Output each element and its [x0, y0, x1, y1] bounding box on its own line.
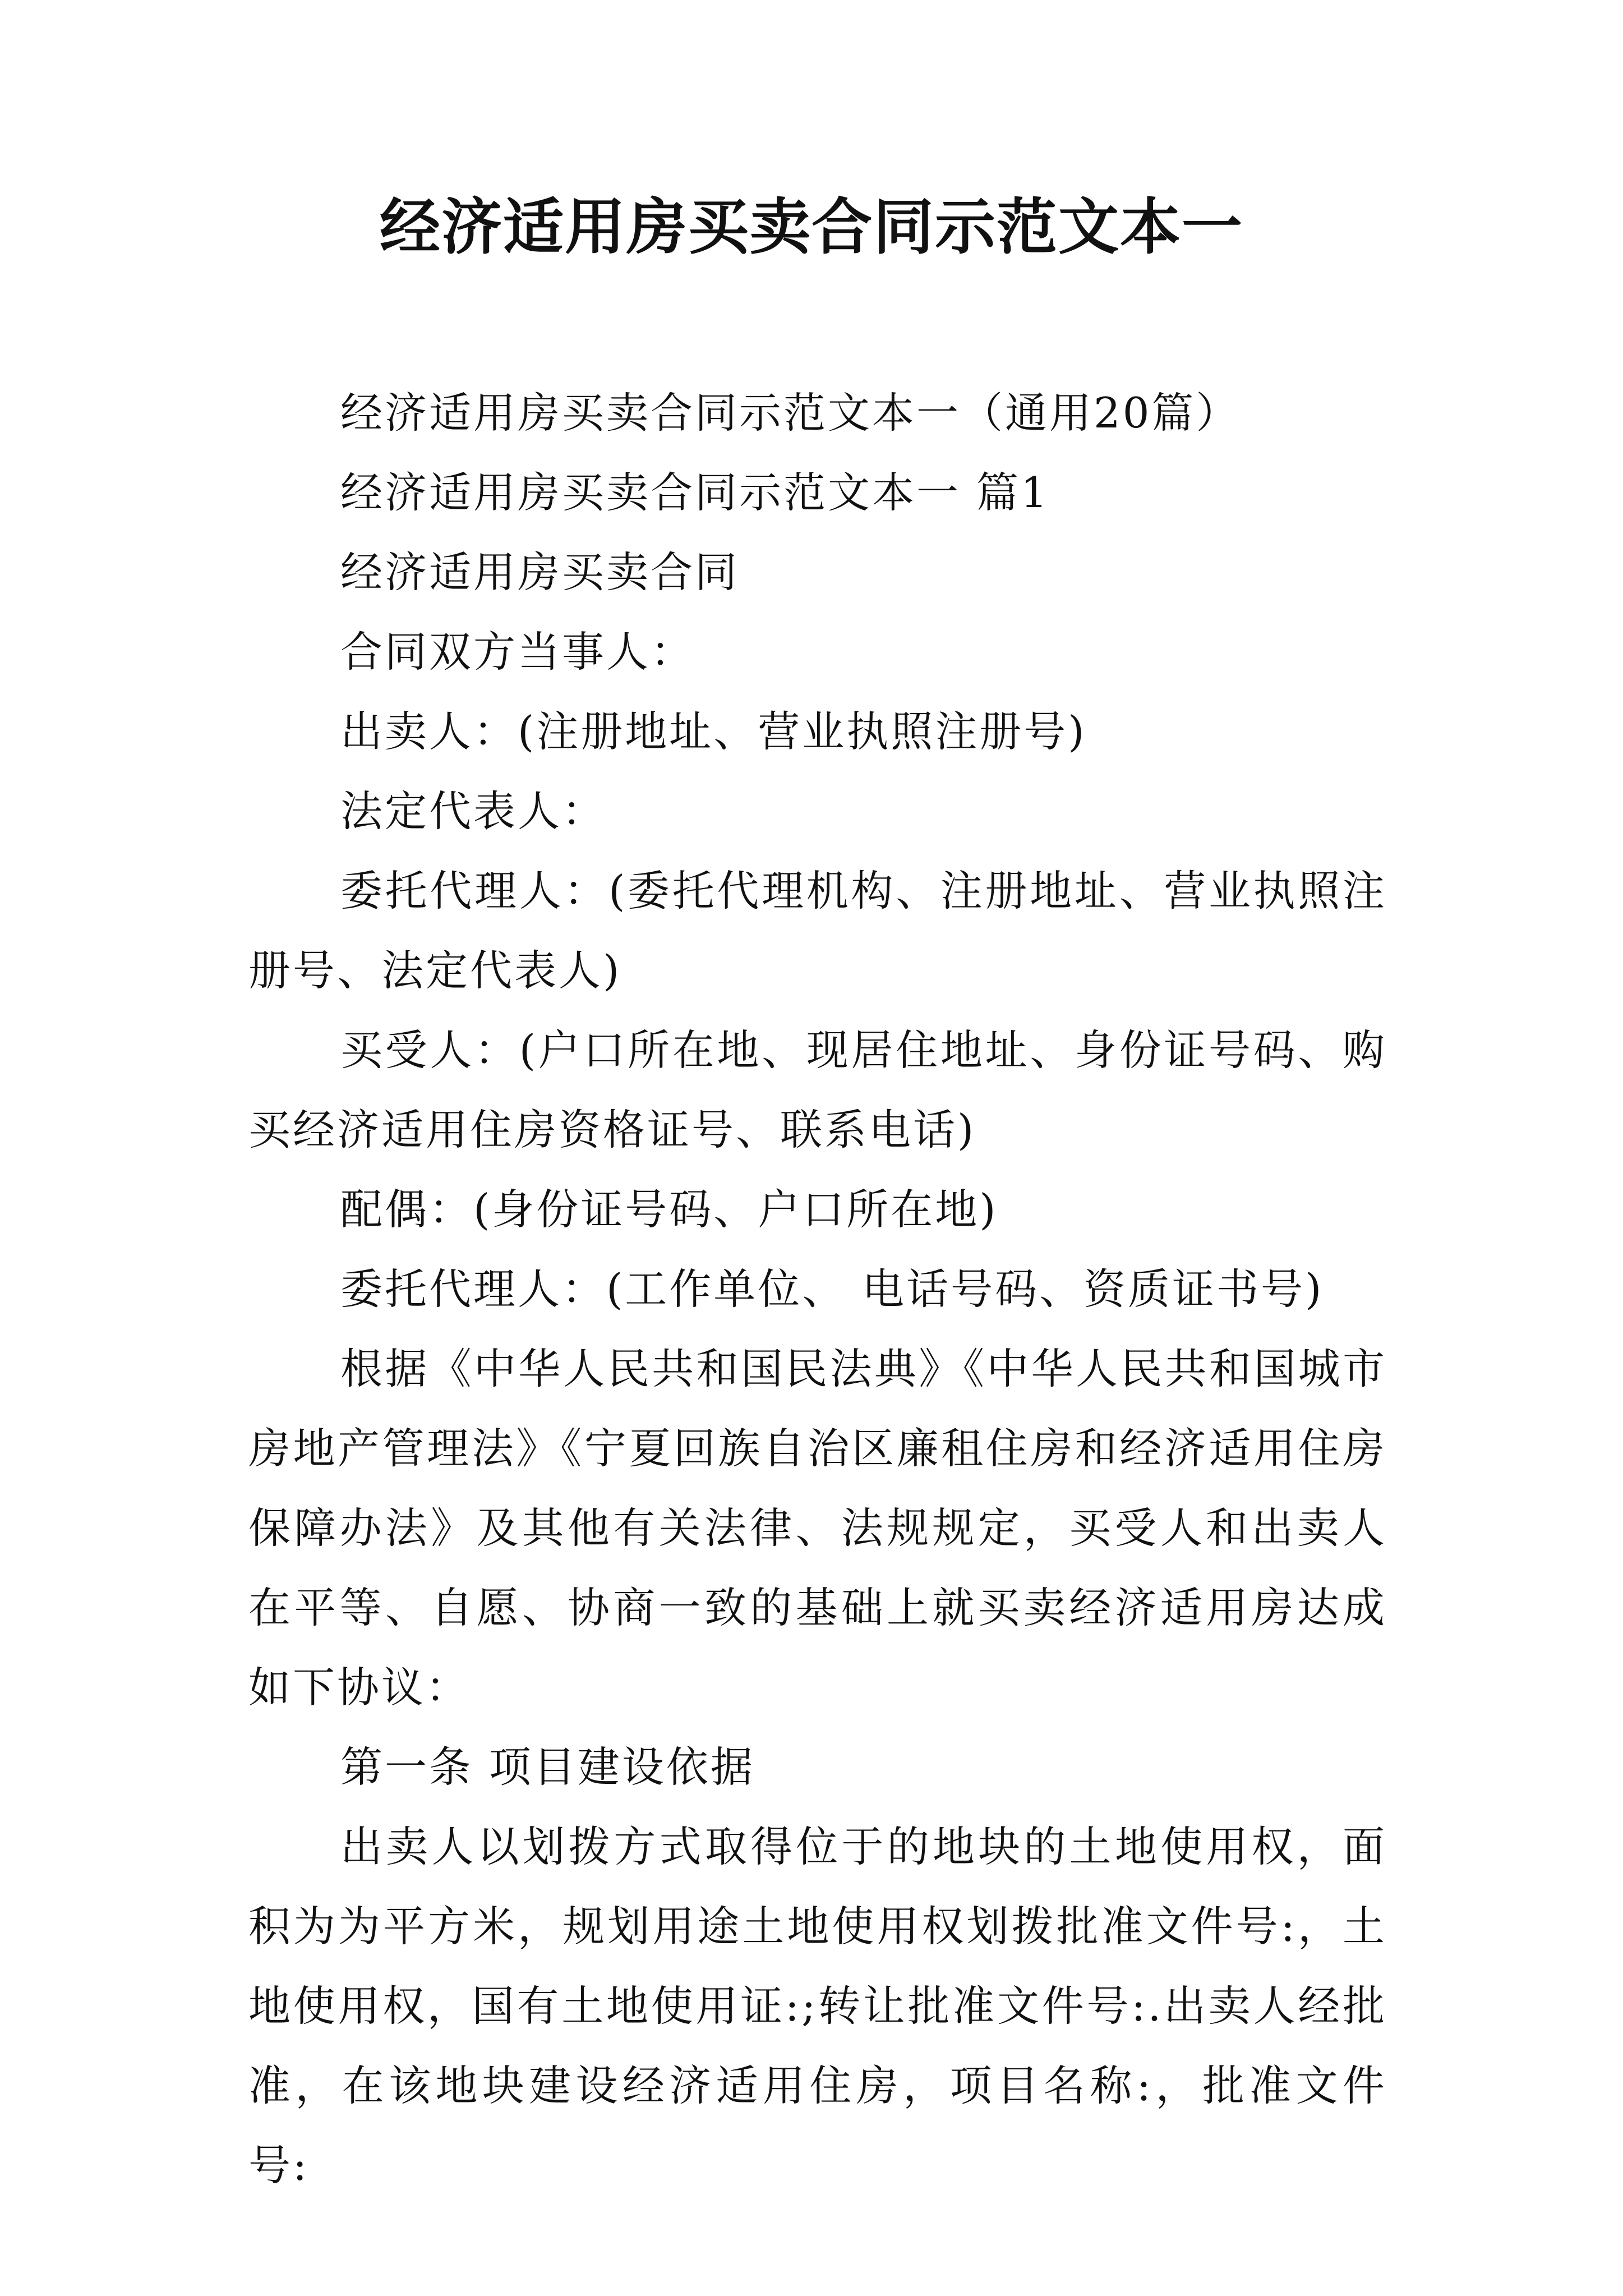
legal-representative-line: 法定代表人： [340, 786, 607, 836]
article-one-body: 出卖人以划拨方式取得位于的地块的土地使用权，面积为为平方米，规划用途土地使用权划拨批准文件号:，土地使用权，国有土地使用证:;转让批准文件号:.出卖人经批准，在该地块建设经济适用住房，项目名称:，批准文件号: [248, 1822, 1387, 2190]
buyer-line: 买受人：(户口所在地、现居住地址、身份证号码、购买经济适用住房资格证号、联系电话) [248, 1025, 1387, 1154]
parties-heading: 合同双方当事人： [340, 627, 695, 677]
subtitle-paragraph: 经济适用房买卖合同示范文本一（通用20篇） [340, 388, 1241, 438]
document-title: 经济适用房买卖合同示范文本一 [379, 192, 1243, 263]
document-body [248, 373, 1387, 2205]
legal-basis-paragraph: 根据《中华人民共和国民法典》《中华人民共和国城市房地产管理法》《宁夏回族自治区廉租住房和经济适用住房保障办法》及其他有关法律、法规规定，买受人和出卖人在平等、自愿、协商一致的基础上就买卖经济适用房达成如下协议： [248, 1344, 1387, 1712]
buyer-agent-line: 委托代理人：(工作单位、 电话号码、资质证书号) [340, 1264, 1324, 1314]
seller-line: 出卖人：(注册地址、营业执照注册号) [340, 707, 1087, 756]
article-one-heading: 第一条 项目建设依据 [340, 1742, 755, 1792]
spouse-line: 配偶：(身份证号码、户口所在地) [340, 1185, 998, 1234]
contract-name: 经济适用房买卖合同 [340, 547, 740, 597]
section-heading: 经济适用房买卖合同示范文本一 篇1 [340, 468, 1050, 517]
seller-agent-line: 委托代理人：(委托代理机构、注册地址、营业执照注册号、法定代表人) [248, 866, 1387, 995]
